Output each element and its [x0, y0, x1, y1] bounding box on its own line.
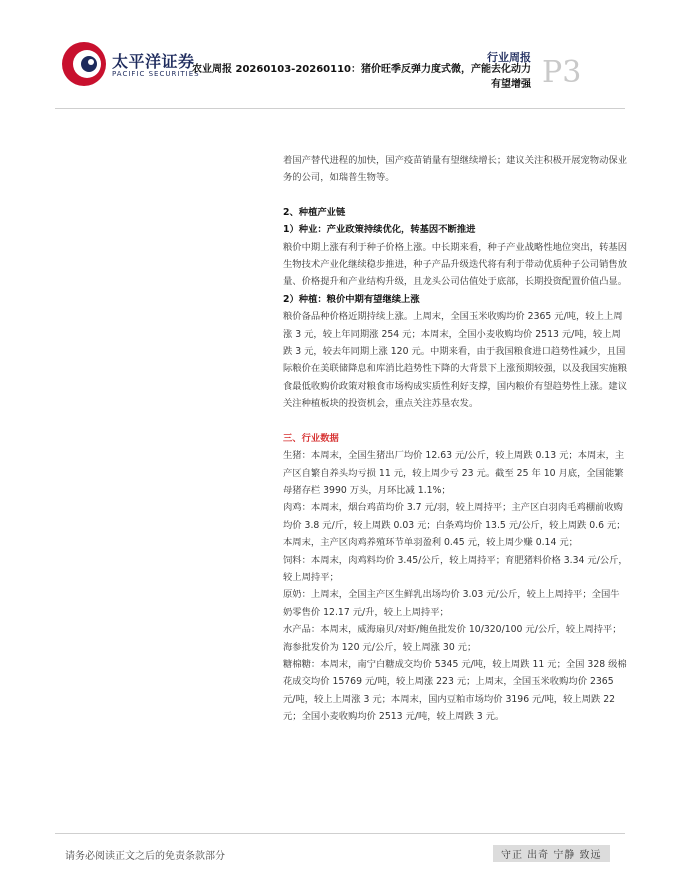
subsection-planting-heading: 2）种植：粮价中期有望继续上涨: [283, 293, 420, 305]
data-item-milk: 原奶：上周末，全国主产区生鲜乳出场均价 3.03 元/公斤，较上上周持平；全国牛奶零售价 12.17 元/升，较上上周持平；: [283, 589, 620, 618]
company-logo: [60, 40, 108, 88]
main-content: [283, 152, 628, 726]
subsection-seed-heading: 1）种业：产业政策持续优化，转基因不断推进: [283, 224, 476, 236]
data-item-aquatic: 水产品：本周末，威海扇贝/对虾/鲍鱼批发价 10/320/100 元/公斤，较上周持平；海参批发价为 120 元/公斤，较上周涨 30 元；: [283, 624, 622, 653]
header-divider: [55, 108, 625, 109]
brand-name-cn: 太平洋证券: [112, 52, 195, 71]
section-3-heading: 三、行业数据: [283, 432, 339, 444]
data-item-grain-sugar-cotton: 糖棉糖：本周末，南宁白糖成交均价 5345 元/吨，较上周跌 11 元；全国 328 级棉花成交均价 15769 元/吨，较上周涨 223 元；上周末，全国玉米收购均价 2365 元/吨，较上上周涨 3 元；本周末，国内豆粕市场均价 3196 元/吨，较上周跌 22 元；全国小麦收购均价 2513 元/吨，较上周跌 3 元。: [283, 658, 627, 723]
footer-disclaimer: 请务必阅读正文之后的免责条款部分: [65, 851, 225, 862]
subsection-planting-text: 粮价备品种价格近期持续上涨。上周末，全国玉米收购均价 2365 元/吨，较上上周涨 3 元，较上年同期涨 254 元；本周末，全国小麦收购均价 2513 元/吨，较上周跌 3 元，较去年同期上涨 120 元。中期来看，由于我国粮食进口趋势性减少，且国际粮价在美联储降息和库消比趋势性下降的大背景下上涨预期较强，以及我国实施粮食最低收购价政策对粮食市场构成实质性利好支撑，国内粮价有望趋势性上涨。建议关注种植板块的投资机会，重点关注苏垦农发。: [283, 311, 627, 410]
footer-divider: [55, 833, 625, 834]
data-item-feed: 饲料：本周末，肉鸡料均价 3.45/公斤，较上周持平；育肥猪料价格 3.34 元/公斤，较上周持平；: [283, 554, 628, 583]
section-2-heading: 2、种植产业链: [283, 206, 346, 218]
data-item-broiler: 肉鸡：本周末，烟台鸡苗均价 3.7 元/羽，较上周持平；主产区白羽肉毛鸡棚前收购均价 3.8 元/斤，较上周跌 0.03 元；白条鸡均价 13.5 元/公斤，较上周跌 0.6 元；本周末，主产区肉鸡养殖环节单羽盈利 0.45 元，较上周少赚 0.14 元；: [283, 502, 626, 549]
logo-mark-icon: [60, 40, 108, 88]
footer-slogan: 守正 出奇 宁静 致远: [493, 845, 610, 862]
page-digit: 3: [562, 55, 582, 90]
intro-paragraph: 着国产替代进程的加快，国产疫苗销量有望继续增长；建议关注积极开展宠物动保业务的公司，如瑞普生物等。: [283, 155, 627, 184]
page-number: [542, 55, 581, 90]
report-title: 农业周报 20260103-20260110：猪价旺季反弹力度式微，产能去化动力有望增强: [192, 64, 531, 90]
brand-name-en: PACIFIC SECURITIES: [112, 70, 200, 78]
report-category: 行业周报: [487, 51, 531, 64]
data-item-hog: 生猪：本周末，全国生猪出厂均价 12.63 元/公斤，较上周跌 0.13 元；本周末，主产区自繁自养头均亏损 11 元，较上周少亏 23 元。截至 25 年 10 月底，全国能繁母猪存栏 3990 万头，月环比减 1.1%；: [283, 450, 625, 496]
page-letter: P: [542, 55, 563, 90]
subsection-seed-text: 粮价中期上涨有利于种子价格上涨。中长期来看，种子产业战略性地位突出，转基因生物技术产业化继续稳步推进，种子产品升级迭代将有利于带动优质种子公司销售放量、价格提升和产业结构升级，且龙头公司估值处于底部，长期投资配置价值凸显。: [283, 241, 627, 288]
